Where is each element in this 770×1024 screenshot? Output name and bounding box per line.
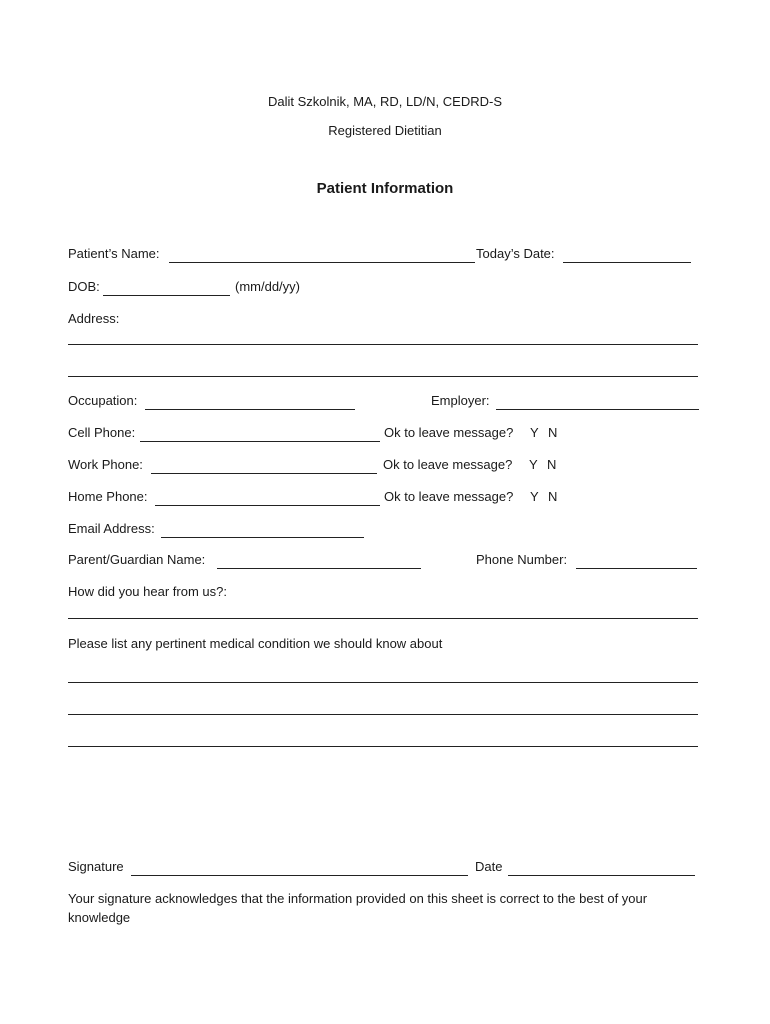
signature-acknowledgement: Your signature acknowledges that the information provided on this sheet is correct to the best of your knowledge — [68, 891, 648, 925]
address-line-1[interactable] — [68, 344, 698, 345]
address-label: Address: — [68, 311, 120, 326]
cell-phone-label: Cell Phone: — [68, 425, 136, 440]
occupation-label: Occupation: — [68, 393, 138, 408]
patient-name-label: Patient’s Name: — [68, 246, 160, 261]
provider-role: Registered Dietitian — [328, 123, 442, 138]
email-field[interactable] — [161, 537, 364, 538]
medical-line-3[interactable] — [68, 746, 698, 747]
phone-number-field[interactable] — [576, 568, 697, 569]
dob-format-hint: (mm/dd/yy) — [235, 279, 300, 294]
heard-from-field[interactable] — [68, 618, 698, 619]
guardian-field[interactable] — [217, 568, 421, 569]
cell-ok-yes-option[interactable]: Y — [530, 425, 539, 440]
cell-phone-field[interactable] — [140, 441, 380, 442]
phone-number-label: Phone Number: — [476, 552, 568, 567]
patient-name-field[interactable] — [169, 262, 475, 263]
provider-name: Dalit Szkolnik, MA, RD, LD/N, CEDRD-S — [267, 94, 503, 109]
work-phone-field[interactable] — [151, 473, 377, 474]
work-ok-message-label: Ok to leave message? — [383, 457, 513, 472]
work-ok-yes-option[interactable]: Y — [529, 457, 538, 472]
heard-from-label: How did you hear from us?: — [68, 584, 227, 599]
home-ok-no-option[interactable]: N — [548, 489, 558, 504]
occupation-field[interactable] — [145, 409, 355, 410]
home-phone-field[interactable] — [155, 505, 380, 506]
home-phone-label: Home Phone: — [68, 489, 148, 504]
work-phone-label: Work Phone: — [68, 457, 143, 472]
cell-ok-no-option[interactable]: N — [548, 425, 558, 440]
todays-date-field[interactable] — [563, 262, 691, 263]
signature-field[interactable] — [131, 875, 468, 876]
medical-conditions-label: Please list any pertinent medical condition we should know about — [68, 636, 443, 651]
email-label: Email Address: — [68, 521, 155, 536]
home-ok-message-label: Ok to leave message? — [384, 489, 514, 504]
home-ok-yes-option[interactable]: Y — [530, 489, 539, 504]
signature-label: Signature — [68, 859, 124, 874]
dob-field[interactable] — [103, 295, 230, 296]
medical-line-2[interactable] — [68, 714, 698, 715]
todays-date-label: Today’s Date: — [476, 246, 555, 261]
employer-field[interactable] — [496, 409, 699, 410]
cell-ok-message-label: Ok to leave message? — [384, 425, 514, 440]
date-label: Date — [475, 859, 503, 874]
work-ok-no-option[interactable]: N — [547, 457, 557, 472]
medical-line-1[interactable] — [68, 682, 698, 683]
date-field[interactable] — [508, 875, 695, 876]
address-line-2[interactable] — [68, 376, 698, 377]
guardian-label: Parent/Guardian Name: — [68, 552, 206, 567]
page-title: Patient Information — [316, 180, 454, 197]
dob-label: DOB: — [68, 279, 100, 294]
employer-label: Employer: — [431, 393, 490, 408]
